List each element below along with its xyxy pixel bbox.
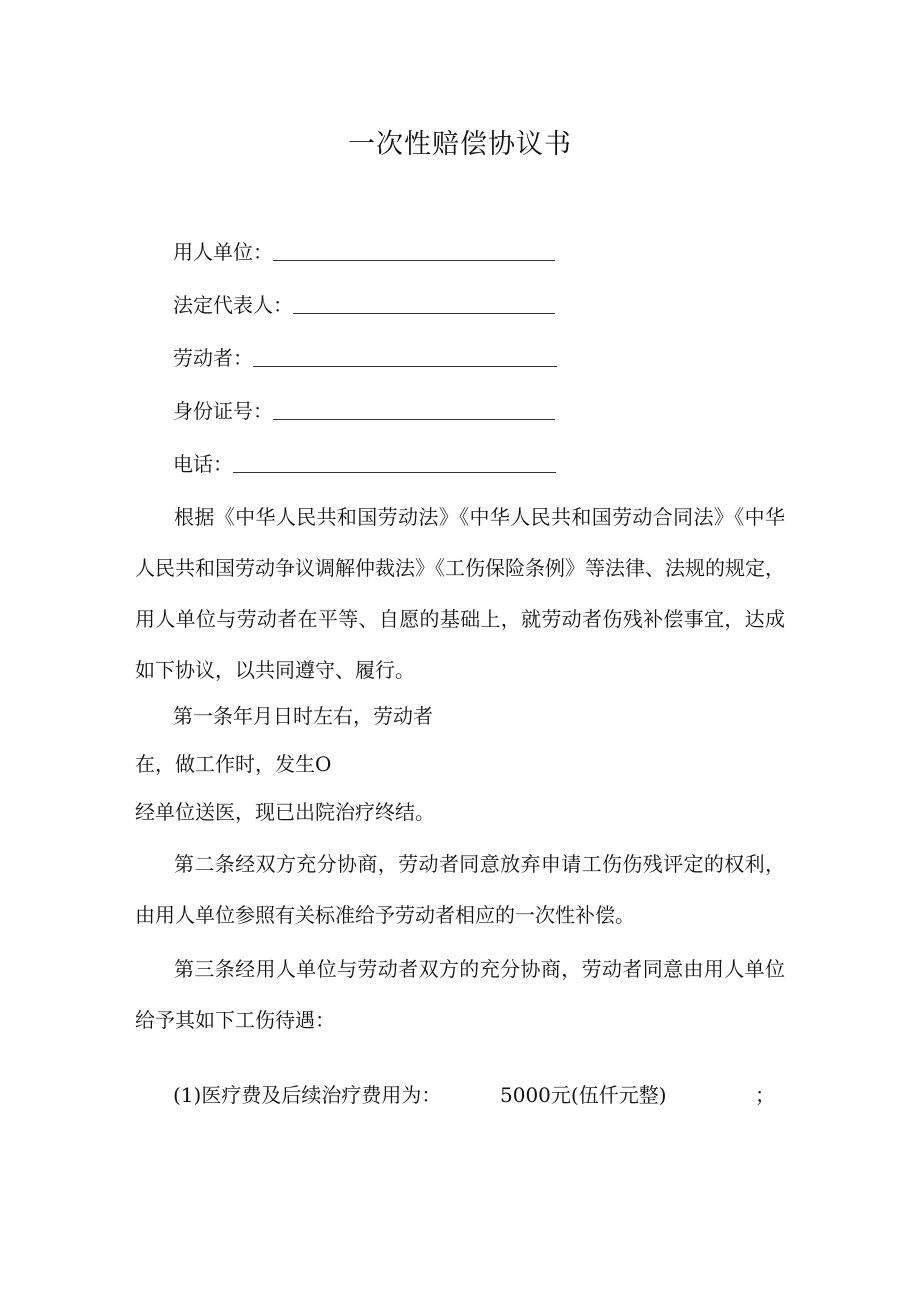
article-3-paragraph: 第三条经用人单位与劳动者双方的充分协商，劳动者同意由用人单位给予其如下工伤待遇： (135, 957, 785, 1032)
field-legal-representative (173, 290, 555, 320)
field-phone (173, 449, 556, 479)
document-title: 一次性赔偿协议书 (348, 129, 572, 160)
field-label: 劳动者： (173, 346, 253, 370)
item-1-end: ； (755, 1083, 775, 1107)
article-1-line-3: 经单位送医，现已出院治疗终结。 (135, 800, 435, 824)
article-1-line-1: 第一条年月日时左右，劳动者 (173, 704, 433, 728)
article-1-line-2: 在，做工作时，发生O (135, 752, 332, 776)
item-1-amount: 5000元(伍仟元整) (500, 1083, 667, 1107)
field-label: 用人单位： (173, 240, 273, 264)
intro-paragraph: 根据《中华人民共和国劳动法》《中华人民共和国劳动合同法》《中华人民共和国劳动争议调解仲裁法》《工伤保险条例》等法律、法规的规定，用人单位与劳动者在平等、自愿的基础上，就劳动者伤残补偿事宜，达成如下协议，以共同遵守、履行。 (135, 505, 785, 682)
field-line-worker[interactable] (253, 346, 557, 367)
field-line-phone[interactable] (233, 452, 556, 473)
field-line-legal-representative[interactable] (293, 293, 555, 314)
field-line-employer[interactable] (273, 240, 555, 261)
field-label: 身份证号： (173, 399, 273, 423)
field-line-id-number[interactable] (273, 399, 555, 420)
field-label: 法定代表人： (173, 293, 293, 317)
field-label: 电话： (173, 452, 233, 476)
field-employer (173, 237, 555, 267)
field-worker (173, 343, 557, 373)
article-2-paragraph: 第二条经双方充分协商，劳动者同意放弃申请工伤伤残评定的权利，由用人单位参照有关标准给予劳动者相应的一次性补偿。 (135, 852, 785, 927)
item-1-label: (1)医疗费及后续治疗费用为： (173, 1083, 442, 1107)
field-id-number (173, 396, 555, 426)
